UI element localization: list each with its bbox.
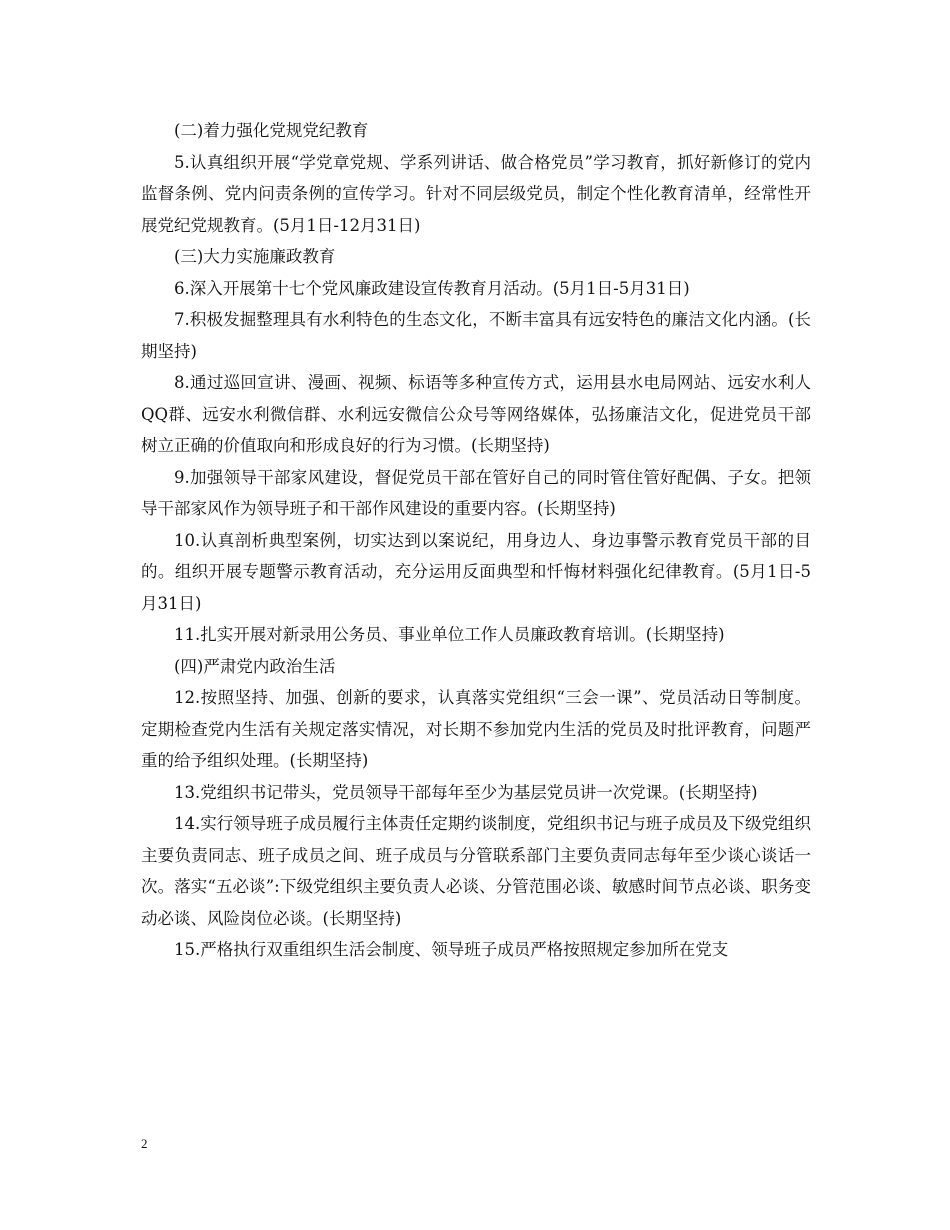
paragraph: 5.认真组织开展“学党章党规、学系列讲话、做合格党员”学习教育，抓好新修订的党内监督条例、党内问责条例的宣传学习。针对不同层级党员，制定个性化教育清单，经常性开展党纪党规教育。(5月1日-12月31日) [141,152,811,235]
paragraph: 8.通过巡回宣讲、漫画、视频、标语等多种宣传方式，运用县水电局网站、远安水利人QQ群、远安水利微信群、水利远安微信公众号等网络媒体，弘扬廉洁文化，促进党员干部树立正确的价值取向和形成良好的行为习惯。(长期坚持) [141,373,811,455]
paragraph: 13.党组织书记带头，党员领导干部每年至少为基层党员讲一次党课。(长期坚持) [174,782,758,802]
paragraph: 14.实行领导班子成员履行主体责任定期约谈制度，党组织书记与班子成员及下级党组织主要负责同志、班子成员之间、班子成员与分管联系部门主要负责同志每年至少谈心谈话一次。落实“五必谈”:下级党组织主要负责人必谈、分管范围必谈、敏感时间节点必谈、职务变动必谈、风险岗位必谈。(长期坚持) [141,814,811,928]
section-heading: (二)着力强化党规党纪教育 [174,121,369,140]
paragraph: 6.深入开展第十七个党风廉政建设宣传教育月活动。(5月1日-5月31日) [174,278,690,298]
paragraph: 10.认真剖析典型案例，切实达到以案说纪，用身边人、身边事警示教育党员干部的目的。组织开展专题警示教育活动，充分运用反面典型和忏悔材料强化纪律教育。(5月1日-5月31日) [141,530,811,613]
paragraph: 9.加强领导干部家风建设，督促党员干部在管好自己的同时管住管好配偶、子女。把领导干部家风作为领导班子和干部作风建设的重要内容。(长期坚持) [141,467,811,518]
paragraph: 12.按照坚持、加强、创新的要求，认真落实党组织“三会一课”、党员活动日等制度。定期检查党内生活有关规定落实情况，对长期不参加党内生活的党员及时批评教育，问题严重的给予组织处理。(长期坚持) [141,688,811,770]
section-heading: (三)大力实施廉政教育 [174,247,336,266]
paragraph: 7.积极发掘整理具有水利特色的生态文化，不断丰富具有远安特色的廉洁文化内涵。(长期坚持) [141,310,811,361]
section-heading: (四)严肃党内政治生活 [174,656,336,676]
page-number: 2 [141,1136,148,1151]
document-body [141,115,811,966]
paragraph: 15.严格执行双重组织生活会制度、领导班子成员严格按照规定参加所在党支 [174,940,729,959]
paragraph: 11.扎实开展对新录用公务员、事业单位工作人员廉政教育培训。(长期坚持) [174,625,725,644]
